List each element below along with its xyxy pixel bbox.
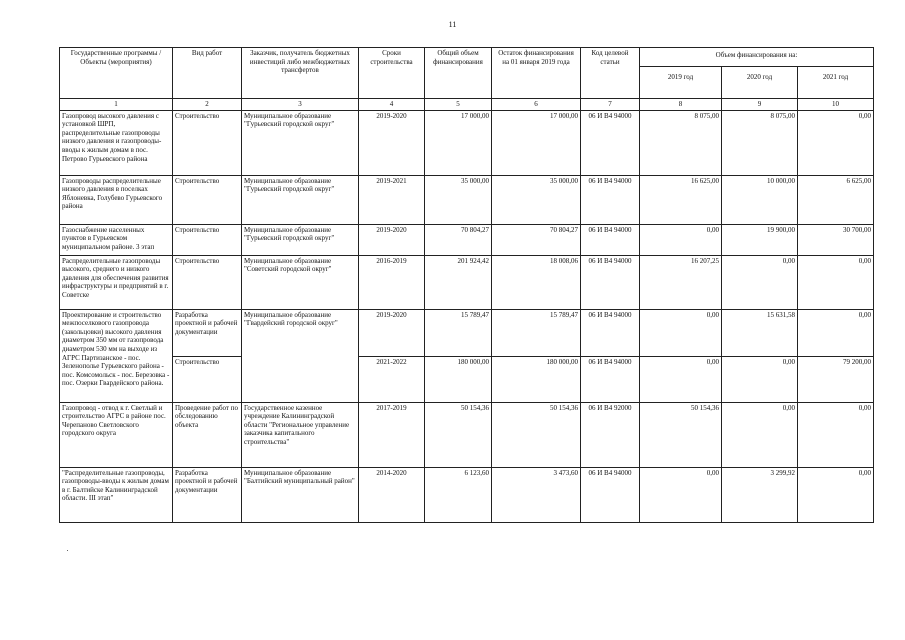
total-amount: 15 789,47 bbox=[425, 309, 492, 356]
target-code: 06 И В4 94000 bbox=[581, 110, 640, 175]
table-row bbox=[60, 309, 874, 356]
remainder-amount: 15 789,47 bbox=[492, 309, 581, 356]
work-type: Проведение работ по обследованию объекта bbox=[173, 402, 242, 467]
col-number: 1 bbox=[60, 99, 173, 111]
total-amount: 50 154,36 bbox=[425, 402, 492, 467]
header-work-type: Вид работ bbox=[173, 48, 242, 99]
amount-2021: 0,00 bbox=[798, 255, 874, 309]
col-number: 6 bbox=[492, 99, 581, 111]
col-number: 8 bbox=[640, 99, 722, 111]
period: 2017-2019 bbox=[359, 402, 425, 467]
table-row bbox=[60, 175, 874, 224]
work-type: Строительство bbox=[173, 175, 242, 224]
column-number-row bbox=[60, 99, 874, 111]
table-row bbox=[60, 356, 874, 402]
header-financing-group: Объем финансирования на: bbox=[640, 48, 874, 67]
target-code: 06 И В4 94000 bbox=[581, 224, 640, 255]
total-amount: 180 000,00 bbox=[425, 356, 492, 402]
period: 2019-2020 bbox=[359, 224, 425, 255]
remainder-amount: 50 154,36 bbox=[492, 402, 581, 467]
period: 2019-2020 bbox=[359, 309, 425, 356]
header-code: Код целевой статьи bbox=[581, 48, 640, 99]
target-code: 06 И В4 94000 bbox=[581, 309, 640, 356]
amount-2021: 0,00 bbox=[798, 467, 874, 522]
col-number: 5 bbox=[425, 99, 492, 111]
header-period: Сроки строительства bbox=[359, 48, 425, 99]
target-code: 06 И В4 94000 bbox=[581, 356, 640, 402]
amount-2019: 0,00 bbox=[640, 309, 722, 356]
period: 2016-2019 bbox=[359, 255, 425, 309]
total-amount: 201 924,42 bbox=[425, 255, 492, 309]
col-number: 10 bbox=[798, 99, 874, 111]
amount-2020: 19 900,00 bbox=[722, 224, 798, 255]
amount-2020: 10 000,00 bbox=[722, 175, 798, 224]
customer: Муниципальное образование "Гвардейский городской округ" bbox=[242, 309, 359, 402]
customer: Муниципальное образование "Советский городской округ" bbox=[242, 255, 359, 309]
header-objects: Государственные программы /Объекты (мероприятия) bbox=[60, 48, 173, 99]
remainder-amount: 17 000,00 bbox=[492, 110, 581, 175]
col-number: 2 bbox=[173, 99, 242, 111]
remainder-amount: 18 008,06 bbox=[492, 255, 581, 309]
header-customer: Заказчик, получатель бюджетных инвестиций либо межбюджетных трансфертов bbox=[242, 48, 359, 99]
table-row bbox=[60, 224, 874, 255]
header-2020: 2020 год bbox=[722, 67, 798, 99]
page-number: 11 bbox=[448, 20, 457, 29]
amount-2021: 79 200,00 bbox=[798, 356, 874, 402]
amount-2019: 0,00 bbox=[640, 224, 722, 255]
table-row bbox=[60, 402, 874, 467]
table-row bbox=[60, 467, 874, 522]
customer: Государственное казенное учреждение Калининградской области "Региональное управление заказчика капитального строительства" bbox=[242, 402, 359, 467]
work-type: Строительство bbox=[173, 356, 242, 402]
amount-2019: 0,00 bbox=[640, 467, 722, 522]
work-type: Строительство bbox=[173, 110, 242, 175]
customer: Муниципальное образование "Балтийский муниципальный район" bbox=[242, 467, 359, 522]
total-amount: 35 000,00 bbox=[425, 175, 492, 224]
work-type: Строительство bbox=[173, 255, 242, 309]
object-name: Газопровод высокого давления с установкой ШРП, распределительные газопроводы низкого давления и газопроводы-вводы к жилым домам в пос. Петрово Гурьевского района bbox=[60, 110, 173, 175]
amount-2020: 0,00 bbox=[722, 255, 798, 309]
total-amount: 17 000,00 bbox=[425, 110, 492, 175]
work-type: Строительство bbox=[173, 224, 242, 255]
object-name: "Распределительные газопроводы, газопроводы-вводы к жилым домам в г. Балтийске Калининградской области. III этап" bbox=[60, 467, 173, 522]
amount-2020: 0,00 bbox=[722, 402, 798, 467]
remainder-amount: 180 000,00 bbox=[492, 356, 581, 402]
period: 2019-2020 bbox=[359, 110, 425, 175]
amount-2021: 6 625,00 bbox=[798, 175, 874, 224]
financing-table bbox=[59, 47, 874, 523]
col-number: 7 bbox=[581, 99, 640, 111]
object-name: Распределительные газопроводы высокого, среднего и низкого давления для обеспечения развития инфраструктуры и предприятий в г. Советске bbox=[60, 255, 173, 309]
amount-2020: 15 631,58 bbox=[722, 309, 798, 356]
period: 2019-2021 bbox=[359, 175, 425, 224]
amount-2021: 0,00 bbox=[798, 309, 874, 356]
total-amount: 6 123,60 bbox=[425, 467, 492, 522]
col-number: 3 bbox=[242, 99, 359, 111]
target-code: 06 И В4 94000 bbox=[581, 175, 640, 224]
header-2019: 2019 год bbox=[640, 67, 722, 99]
amount-2020: 0,00 bbox=[722, 356, 798, 402]
amount-2019: 16 207,25 bbox=[640, 255, 722, 309]
object-name: Газопроводы распределительные низкого давления в поселках Яблоневка, Голубево Гурьевского района bbox=[60, 175, 173, 224]
object-name: Газопровод - отвод к г. Светлый и строительство АГРС в районе пос. Черепаново Светловского городского округа bbox=[60, 402, 173, 467]
amount-2019: 8 075,00 bbox=[640, 110, 722, 175]
remainder-amount: 70 804,27 bbox=[492, 224, 581, 255]
header-total: Общий объем финансирования bbox=[425, 48, 492, 99]
header-remainder: Остаток финансирования на 01 января 2019 года bbox=[492, 48, 581, 99]
target-code: 06 И В4 94000 bbox=[581, 255, 640, 309]
period: 2021-2022 bbox=[359, 356, 425, 402]
object-name: Проектирование и строительство межпоселкового газопровода (закольцовки) высокого давления диаметром 350 мм от газопровода диаметром 530 мм на выходе из АГРС Партизанское - пос. Зеленополье Гурьевского района - пос. Комсомольск - пос. Березовка - пос. Озерки Гвардейского района. bbox=[60, 309, 173, 402]
target-code: 06 И В4 94000 bbox=[581, 467, 640, 522]
amount-2021: 30 700,00 bbox=[798, 224, 874, 255]
table-row bbox=[60, 110, 874, 175]
amount-2021: 0,00 bbox=[798, 402, 874, 467]
amount-2020: 8 075,00 bbox=[722, 110, 798, 175]
object-name: Газоснабжение населенных пунктов в Гурьевском муниципальном районе. 3 этап bbox=[60, 224, 173, 255]
header-row bbox=[60, 48, 874, 67]
target-code: 06 И В4 92000 bbox=[581, 402, 640, 467]
period: 2014-2020 bbox=[359, 467, 425, 522]
amount-2020: 3 299,92 bbox=[722, 467, 798, 522]
remainder-amount: 35 000,00 bbox=[492, 175, 581, 224]
remainder-amount: 3 473,60 bbox=[492, 467, 581, 522]
col-number: 4 bbox=[359, 99, 425, 111]
total-amount: 70 804,27 bbox=[425, 224, 492, 255]
customer: Муниципальное образование "Гурьевский городской округ" bbox=[242, 224, 359, 255]
amount-2019: 0,00 bbox=[640, 356, 722, 402]
scan-speck bbox=[67, 550, 68, 551]
customer: Муниципальное образование "Гурьевский городской округ" bbox=[242, 175, 359, 224]
header-2021: 2021 год bbox=[798, 67, 874, 99]
amount-2019: 50 154,36 bbox=[640, 402, 722, 467]
work-type: Разработка проектной и рабочей документации bbox=[173, 309, 242, 356]
amount-2019: 16 625,00 bbox=[640, 175, 722, 224]
table-row bbox=[60, 255, 874, 309]
customer: Муниципальное образование "Гурьевский городской округ" bbox=[242, 110, 359, 175]
amount-2021: 0,00 bbox=[798, 110, 874, 175]
col-number: 9 bbox=[722, 99, 798, 111]
work-type: Разработка проектной и рабочей документации bbox=[173, 467, 242, 522]
